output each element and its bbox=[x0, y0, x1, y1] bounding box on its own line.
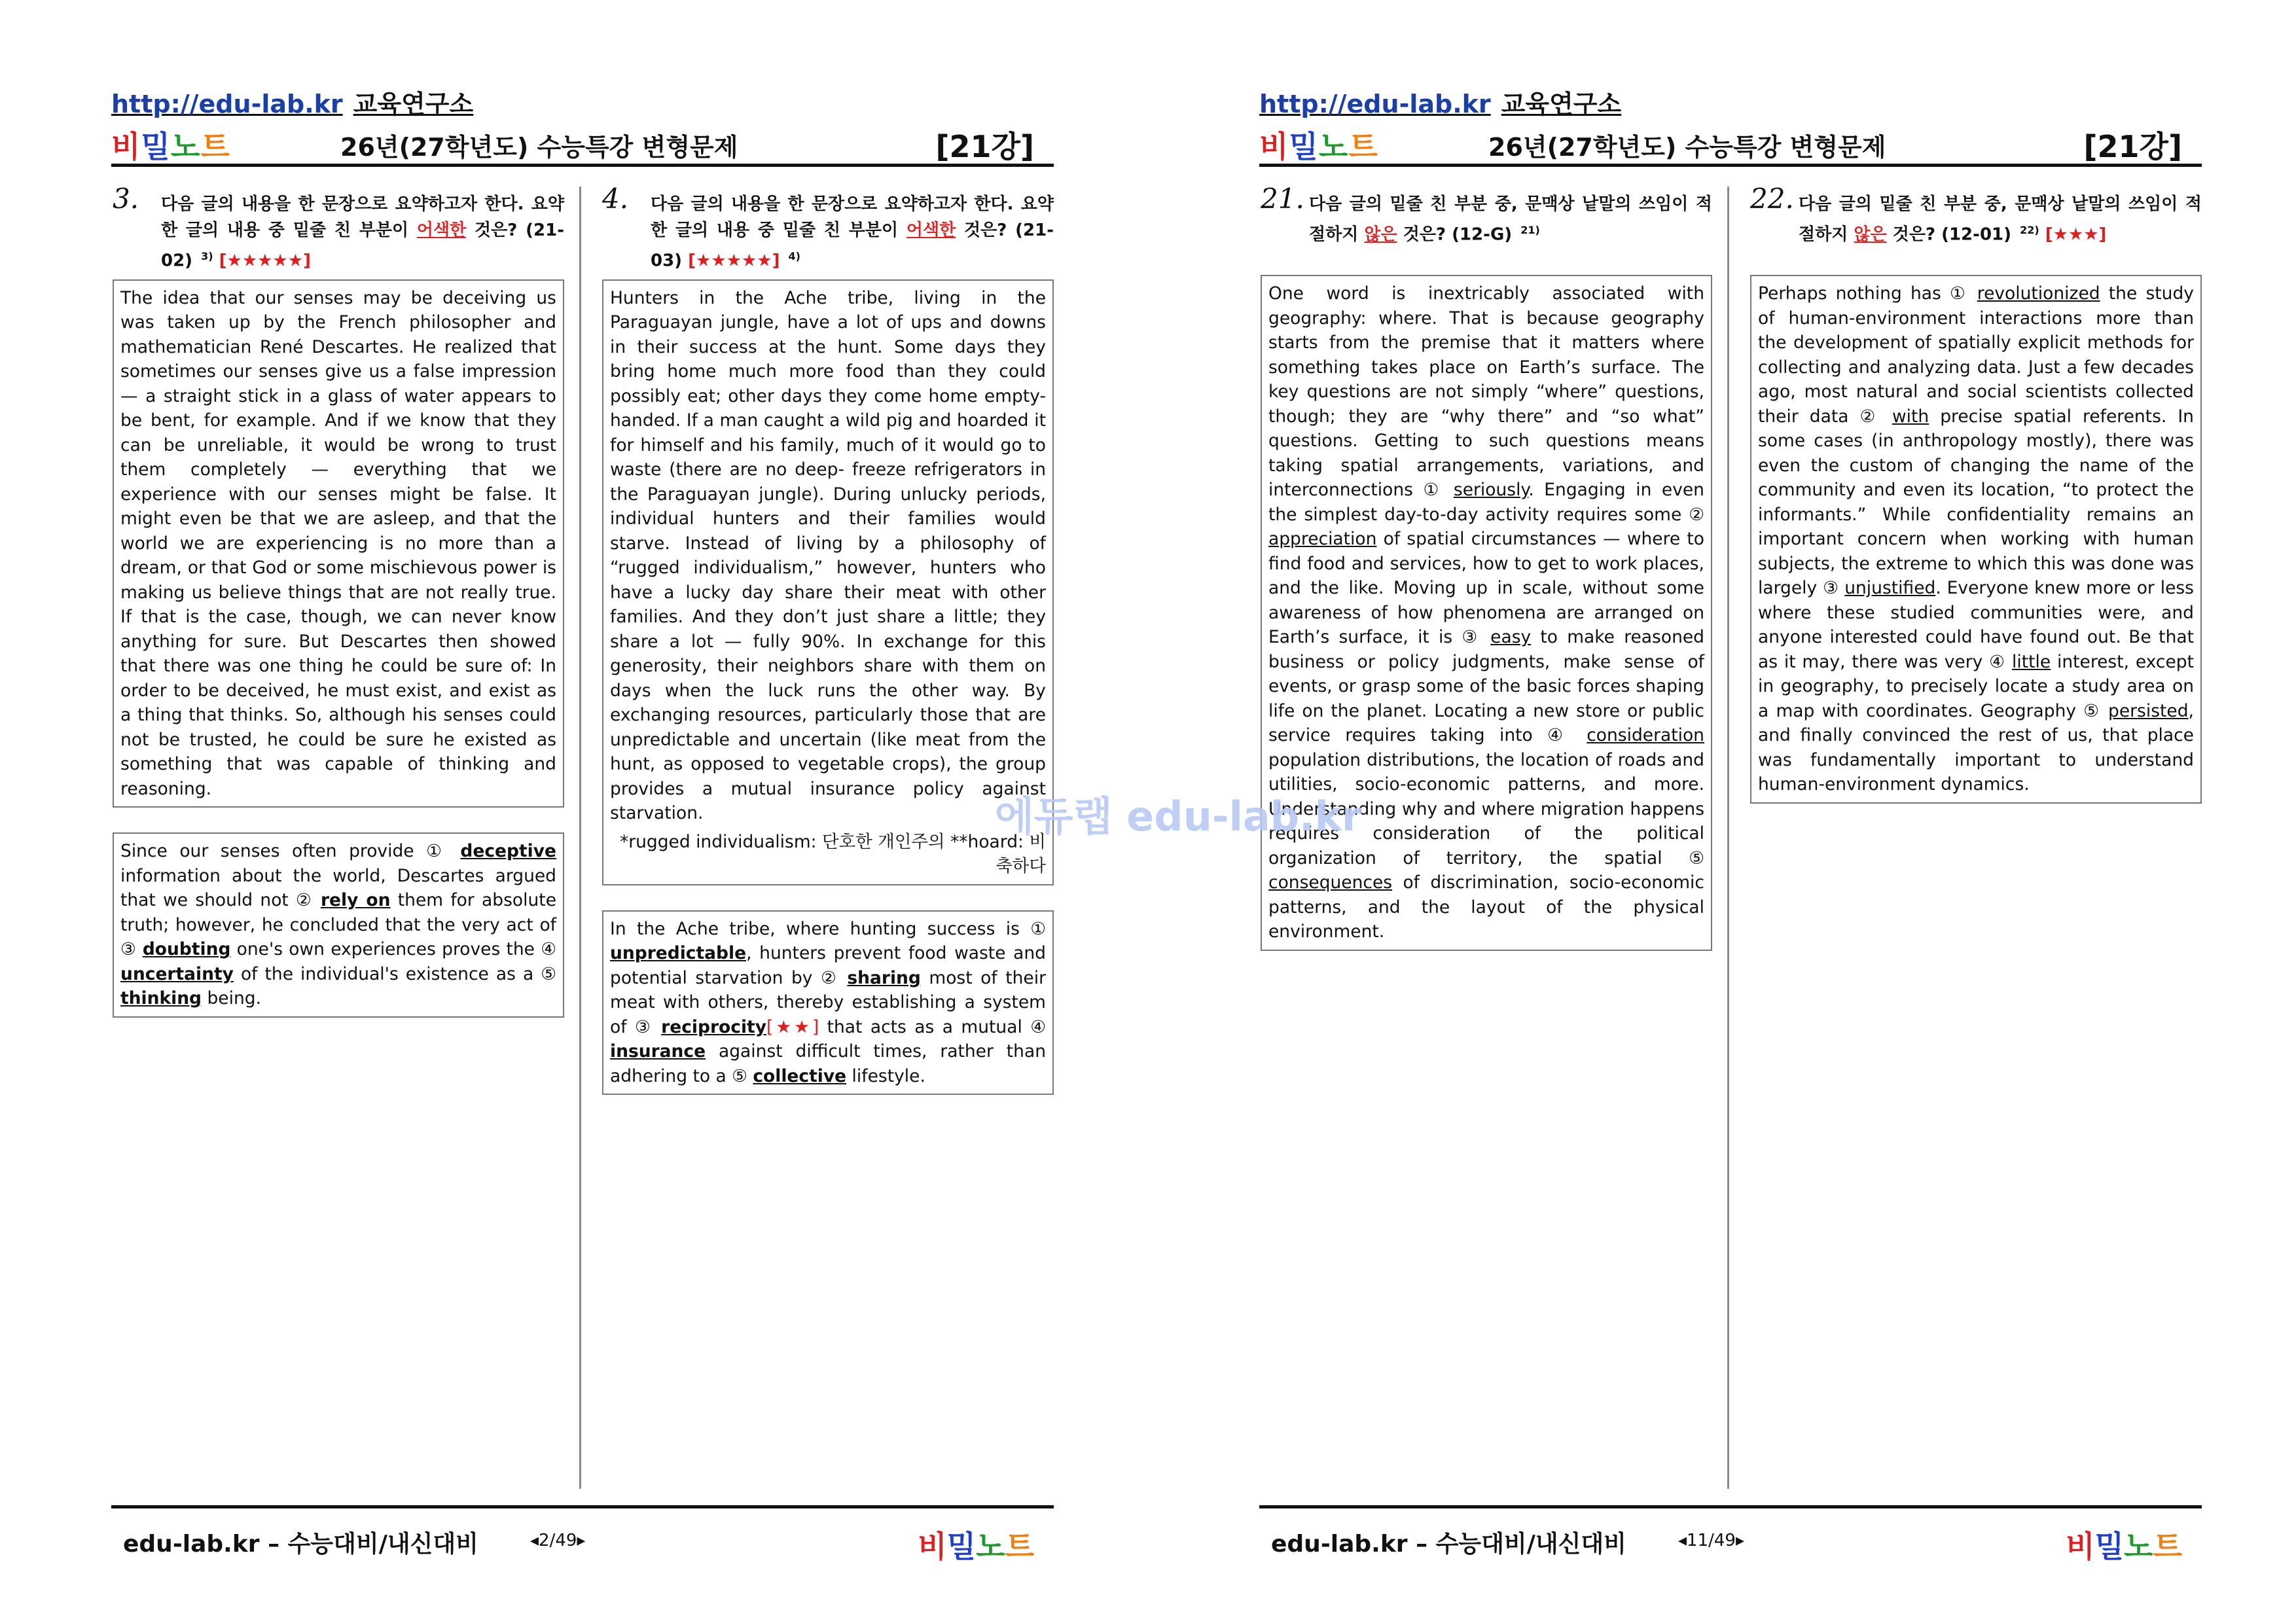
passage-box: The idea that our senses may be deceiving us was taken up by the French philosopher and mathematician René Descartes. He realized that sometimes our senses give us a false impression — a straight stick in a glass of water appears to be bent, for example. And if we know that they can be unreliable, it would be wrong to trust them completely — everything that we experience with our senses might be false. It might even be that we are asleep, and that the world we are experiencing is no more than a dream, or that God or some mischievous power is making us believe things that are not really true. If that is the case, though, we can never know anything for sure. But Descartes then showed that there was one thing he could be sure of: In order to be deceived, he must exist, and exist as a thing that thinks. So, although his senses could not be trusted, he could be sure he existed as something that was capable of thinking and reasoning. bbox=[113, 279, 564, 808]
question-22 bbox=[1750, 183, 2202, 804]
difficulty-stars: [★★★] bbox=[2045, 224, 2107, 245]
passage-box: Perhaps nothing has ① revolutionized the study of human-environment interactions more than the development of spatially explicit methods for collecting and analyzing data. Just a few decades ago, most natural and social scientists collected their data ② with precise spatial referents. In some cases (in anthropology mostly), there was even the custom of changing the name of the community and even its location, “to protect the informants.” While confidentiality remains an important concern when working with human subjects, the extreme to which this was done was largely ③ unjustified. Everyone knew more or less where these studied communities were, and anyone interested could have found out. Be that as it may, there was very ④ little interest, except in geography, to precisely locate a study area on a map with coordinates. Geography ⑤ persisted, and finally convinced the rest of us, that place was fundamentally important to understand human-environment dynamics. bbox=[1750, 275, 2202, 804]
passage-box bbox=[602, 279, 1054, 885]
site-name: 교육연구소 bbox=[353, 90, 474, 118]
site-link[interactable] bbox=[1259, 84, 1621, 120]
page-header bbox=[1259, 123, 2202, 167]
passage-text: Hunters in the Ache tribe, living in the Paraguayan jungle, have a lot of ups and downs in their success at the hunt. Some days they bring home much more food than they could possibly eat; other days they come home empty-handed. If a man caught a wild pig and hoarded it for himself and his family, much of it would go to waste (there are no deep- freeze refrigerators in the Paraguayan jungle). During unlucky periods, individual hunters and their families would starve. Instead of living by a philosophy of “rugged individualism,” however, hunters who have a lucky day share their meat with other families. And they don’t just share a little; they share a lot — fully 90%. In exchange for this generosity, their neighbors share with them on days when the luck runs the other way. By exchanging resources, particularly those that are unpredictable and uncertain (like meat from the hunt, as opposed to vegetable crops), the group provides a mutual insurance policy against starvation. bbox=[610, 287, 1046, 824]
question-number: 22. bbox=[1750, 183, 1794, 215]
column-divider bbox=[1727, 187, 1729, 1489]
passage-box: One word is inextricably associated with geography: where. That is because geography starts from the premise that it matters where something takes place on Earth’s surface. The key questions are not simply “where” questions, though; they are “why there” and “so what” questions. Getting to such questions means taking spatial arrangements, variations, and interconnections ① seriously. Engaging in even the simplest day-to-day activity requires some ② appreciation of spatial circumstances — where to find food and services, how to get to work places, and the like. Moving up in scale, without some awareness of how phenomena are arranged on Earth’s surface, it is ③ easy to make reasoned business or policy judgments, make sense of events, or grasp some of the basic forces shaping life on the planet. Locating a new store or public service requires taking into ④ consideration population distributions, the location of roads and utilities, socio-economic patterns, and more. Understanding why and where migration happens requires consideration of the political organization of territory, the spatial ⑤ consequences of discrimination, socio-economic patterns, and the layout of the physical environment. bbox=[1261, 275, 1712, 951]
question-stem: 22. 다음 글의 밑줄 친 부분 중, 문맥상 낱말의 쓰임이 적절하지 않은 것은? (12-01) $^{22)}$ [★★★] bbox=[1750, 183, 2202, 245]
footer-brand: 비밀노트 bbox=[918, 1529, 1034, 1564]
page-number: ◂2/49▸ bbox=[530, 1531, 586, 1550]
footer-text: edu-lab.kr – 수능대비/내신대비 bbox=[123, 1531, 478, 1558]
question-3 bbox=[113, 183, 564, 1018]
site-link[interactable] bbox=[111, 84, 473, 120]
header-title: 26년(27학년도) 수능특강 변형문제 bbox=[340, 133, 738, 162]
page-footer bbox=[111, 1505, 1054, 1564]
site-url[interactable]: http://edu-lab.kr bbox=[1259, 90, 1491, 118]
column-divider bbox=[579, 187, 581, 1489]
brand-logo: 비밀노트 bbox=[1259, 129, 1378, 164]
header-title: 26년(27학년도) 수능특강 변형문제 bbox=[1488, 133, 1886, 162]
lecture-number: [21강] bbox=[2083, 129, 2182, 164]
question-number: 3. bbox=[113, 183, 139, 215]
page-footer bbox=[1259, 1505, 2202, 1564]
question-stem: 3. 다음 글의 내용을 한 문장으로 요약하고자 한다. 요약한 글의 내용 중 밑줄 친 부분이 어색한 것은? (21-02) $^{3)}$ [★★★★★] bbox=[113, 183, 564, 271]
question-number: 4. bbox=[602, 183, 629, 215]
site-name: 교육연구소 bbox=[1501, 90, 1622, 118]
footer-brand: 비밀노트 bbox=[2066, 1529, 2182, 1564]
question-number: 21. bbox=[1261, 183, 1304, 215]
vocab-note: *rugged individualism: 단호한 개인주의 **hoard: 비축하다 bbox=[619, 831, 1046, 877]
site-url[interactable]: http://edu-lab.kr bbox=[111, 90, 343, 118]
page-header bbox=[111, 123, 1054, 167]
page-number: ◂11/49▸ bbox=[1678, 1531, 1745, 1550]
brand-logo: 비밀노트 bbox=[111, 129, 230, 164]
question-stem: 21. 다음 글의 밑줄 친 부분 중, 문맥상 낱말의 쓰임이 적절하지 않은 것은? (12-G) $^{21)}$ bbox=[1261, 183, 1712, 245]
watermark: 에듀랩 edu-lab.kr bbox=[995, 793, 1362, 840]
footer-text: edu-lab.kr – 수능대비/내신대비 bbox=[1271, 1531, 1626, 1558]
summary-box: Since our senses often provide ① deceptive information about the world, Descartes argued that we should not ② rely on them for absolute truth; however, he concluded that the very act of ③ doubting one's own experiences proves the ④ uncertainty of the individual's existence as a ⑤ thinking being. bbox=[113, 832, 564, 1018]
question-stem: 4. 다음 글의 내용을 한 문장으로 요약하고자 한다. 요약한 글의 내용 중 밑줄 친 부분이 어색한 것은? (21-03) [★★★★★] $^{4)}$ bbox=[602, 183, 1054, 271]
difficulty-stars: [★★★★★] bbox=[688, 251, 780, 271]
summary-box: In the Ache tribe, where hunting success is ① unpredictable, hunters prevent food waste and potential starvation by ② sharing most of their meat with others, thereby establishing a system of ③ reciprocity[★★] that acts as a mutual ④ insurance against difficult times, rather than adhering to a ⑤ collective lifestyle. bbox=[602, 910, 1054, 1096]
difficulty-stars: [★★★★★] bbox=[219, 251, 311, 271]
question-4 bbox=[602, 183, 1054, 1095]
lecture-number: [21강] bbox=[935, 129, 1034, 164]
